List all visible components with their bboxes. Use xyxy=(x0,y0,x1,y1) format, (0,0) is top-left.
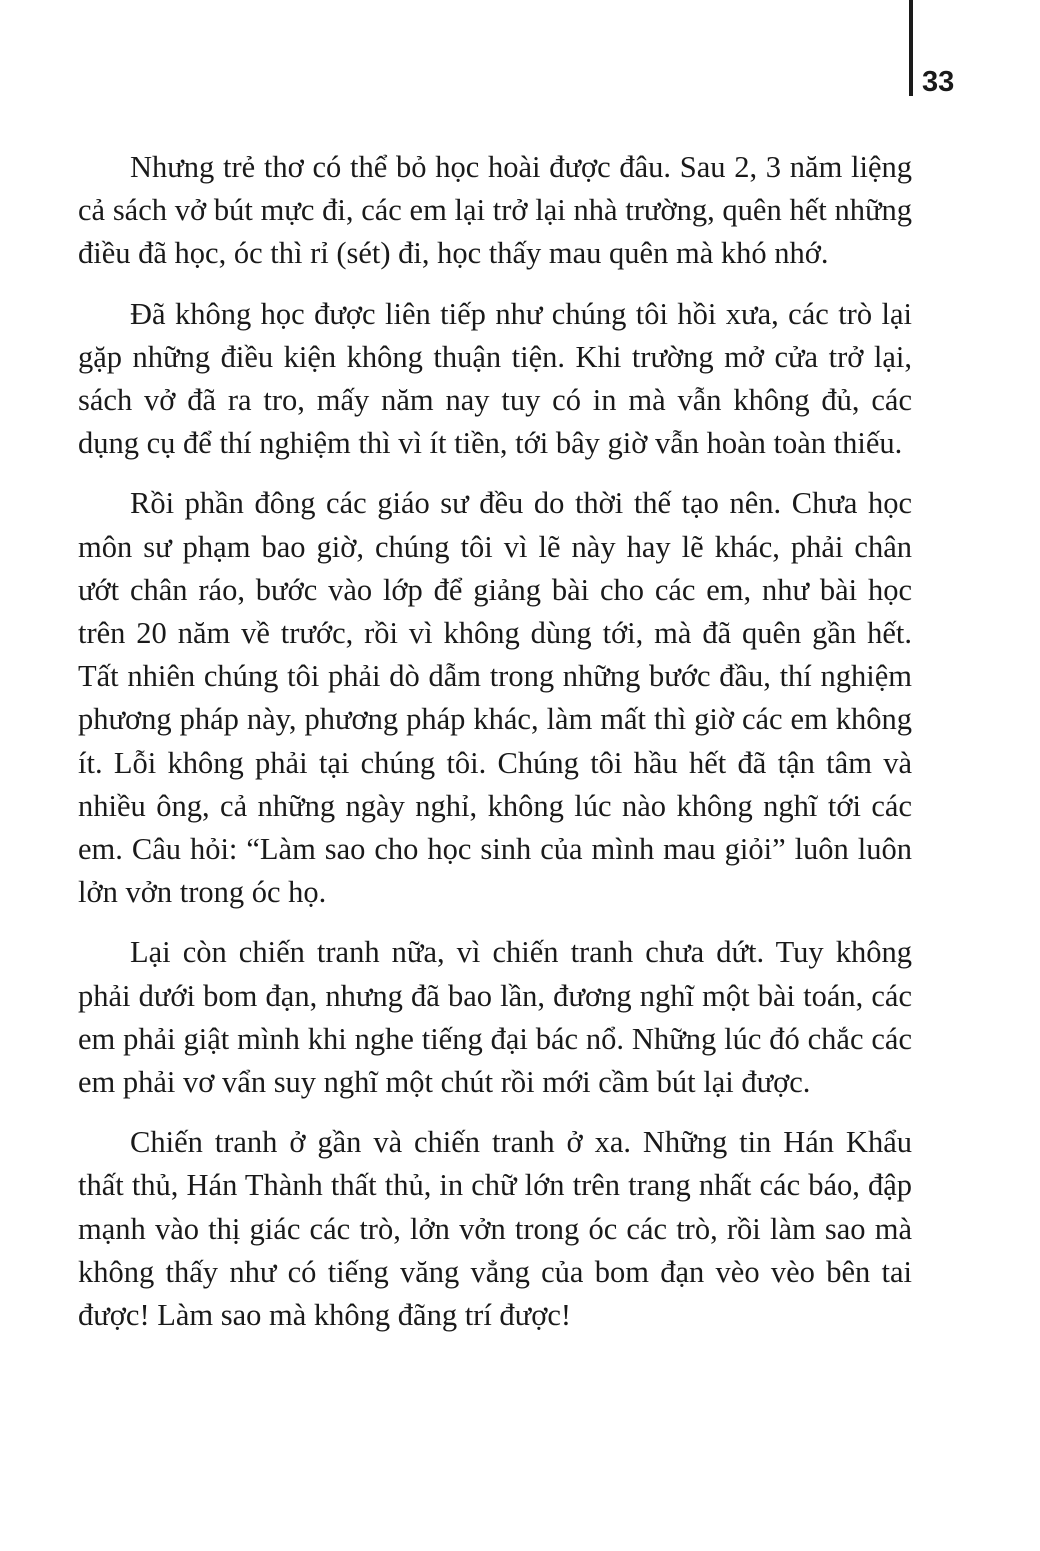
paragraph: Rồi phần đông các giáo sư đều do thời thế tạo nên. Chưa học môn sư phạm bao giờ, chúng tôi vì lẽ này hay lẽ khác, phải chân ướt chân ráo, bước vào lớp để giảng bài cho các em, như bài học trên 20 năm về trước, rồi vì không dùng tới, mà đã quên gần hết. Tất nhiên chúng tôi phải dò dẫm trong những bước đầu, thí nghiệm phương pháp này, phương pháp khác, làm mất thì giờ các em không ít. Lỗi không phải tại chúng tôi. Chúng tôi hầu hết đã tận tâm và nhiều ông, cả những ngày nghỉ, không lúc nào không nghĩ tới các em. Câu hỏi: “Làm sao cho học sinh của mình mau giỏi” luôn luôn lởn vởn trong óc họ. xyxy=(78,486,912,910)
header-rule xyxy=(909,0,913,96)
body-text xyxy=(78,146,912,1354)
paragraph: Đã không học được liên tiếp như chúng tôi hồi xưa, các trò lại gặp những điều kiện không thuận tiện. Khi trường mở cửa trở lại, sách vở đã ra tro, mấy năm nay tuy có in mà vẫn không đủ, các dụng cụ để thí nghiệm thì vì ít tiền, tới bây giờ vẫn hoàn toàn thiếu. xyxy=(78,296,912,461)
page-number: 33 xyxy=(922,66,955,98)
paragraph: Lại còn chiến tranh nữa, vì chiến tranh chưa dứt. Tuy không phải dưới bom đạn, nhưng đã bao lần, đương nghĩ một bài toán, các em phải giật mình khi nghe tiếng đại bác nổ. Những lúc đó chắc các em phải vơ vẩn suy nghĩ một chút rồi mới cầm bút lại được. xyxy=(78,935,912,1100)
paragraph: Chiến tranh ở gần và chiến tranh ở xa. Những tin Hán Khẩu thất thủ, Hán Thành thất thủ, in chữ lớn trên trang nhất các báo, đập mạnh vào thị giác các trò, lởn vởn trong óc các trò, rồi làm sao mà không thấy như có tiếng văng vẳng của bom đạn vèo vèo bên tai được! Làm sao mà không đãng trí được! xyxy=(78,1125,912,1333)
paragraph: Nhưng trẻ thơ có thể bỏ học hoài được đâu. Sau 2, 3 năm liệng cả sách vở bút mực đi, các em lại trở lại nhà trường, quên hết những điều đã học, óc thì rỉ (sét) đi, học thấy mau quên mà khó nhớ. xyxy=(78,150,912,271)
